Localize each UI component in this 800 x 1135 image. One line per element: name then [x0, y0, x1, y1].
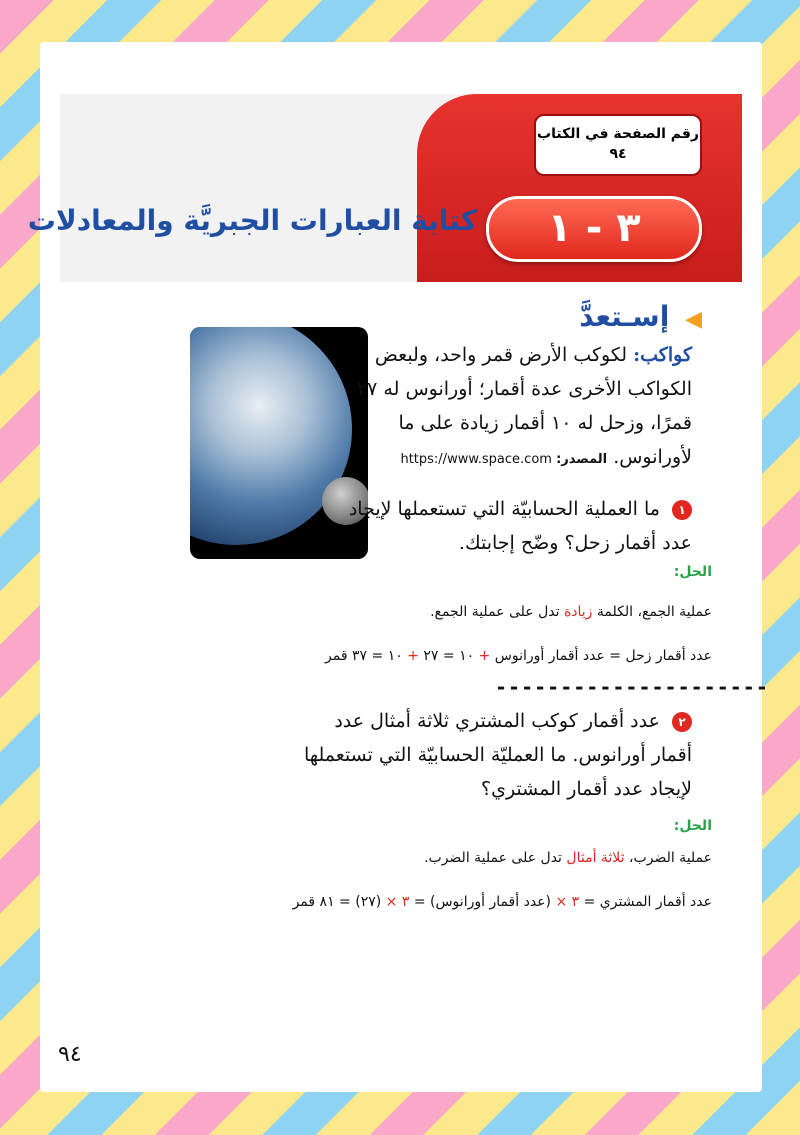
triangle-icon: ◀ [685, 307, 702, 332]
lesson-header [27, 94, 742, 282]
plus-sign: + [478, 648, 491, 664]
question-2-text: عدد أقمار كوكب المشتري ثلاثة أمثال عدد أقمار أورانوس. ما العمليّة الحسابيّة التي تستعملها لإيجاد عدد أقمار المشتري؟ [303, 710, 692, 800]
sol2-text-b: تدل على عملية الضرب. [424, 850, 562, 866]
solution-2-explanation [424, 850, 712, 866]
sol2-keyword: ثلاثة أمثال [566, 850, 625, 866]
planets-paragraph [342, 338, 692, 477]
source-citation [400, 452, 607, 467]
question-1-text: ما العملية الحسابيّة التي تستعملها لإيجاد عدد أقمار زحل؟ وضّح إجابتك. [348, 498, 692, 554]
plus-sign: + [407, 648, 419, 664]
page-ref-label: رقم الصفحة في الكتاب [537, 126, 699, 142]
sol1-text-a: عملية الجمع، الكلمة [596, 604, 712, 620]
source-label: المصدر: [556, 452, 608, 467]
solution-1-explanation [430, 604, 712, 620]
sol1-text-b: تدل على عملية الجمع. [430, 604, 560, 620]
solution-1-equation [325, 648, 712, 664]
question-2 [292, 704, 692, 806]
eq2-part-b: (عدد أقمار أورانوس) = [413, 894, 551, 910]
planets-text: لكوكب الأرض قمر واحد، ولبعض الكواكب الأخرى عدة أقمار؛ أورانوس له ٢٧ قمرًا، وزحل له ١٠ أقمار زيادة على ما لأورانوس. [356, 344, 692, 468]
question-number-badge: ١ [672, 500, 692, 520]
solution-2-equation [293, 894, 712, 910]
eq1-part-a: عدد أقمار زحل = عدد أقمار أورانوس [494, 648, 712, 664]
eq2-part-a: عدد أقمار المشتري = [583, 894, 712, 910]
question-number-badge: ٢ [672, 712, 692, 732]
planets-keyword: كواكب: [633, 344, 692, 366]
page-ref-value: ٩٤ [609, 146, 627, 162]
page-number: ٩٤ [58, 1042, 82, 1067]
section-heading [579, 300, 702, 333]
divider-line: --------------------- [495, 675, 769, 699]
header-red-panel [417, 94, 742, 282]
sol2-text-a: عملية الضرب، [629, 850, 712, 866]
eq2-three-b: ٣ [401, 894, 410, 910]
lesson-number: ٣ - ١ [486, 196, 702, 262]
solution-label-2: الحل: [673, 818, 712, 834]
solution-label-1: الحل: [673, 564, 712, 580]
eq1-part-c: ١٠ = ٣٧ قمر [325, 648, 403, 664]
lesson-title: كتابة العبارات الجبريَّة والمعادلات [27, 204, 477, 237]
times-sign: × [555, 894, 568, 910]
sol1-keyword: زيادة [563, 604, 593, 620]
source-url: https://www.space.com [400, 452, 552, 467]
section-title: إسـتعدَّ [579, 300, 670, 333]
question-1 [332, 492, 692, 560]
eq2-three-a: ٣ [571, 894, 580, 910]
eq2-part-c: (٢٧) = ٨١ قمر [292, 894, 382, 910]
page [27, 42, 769, 1092]
times-sign: × [385, 894, 398, 910]
eq1-part-b: ١٠ = ٢٧ [423, 648, 475, 664]
page-reference-box [534, 114, 702, 176]
